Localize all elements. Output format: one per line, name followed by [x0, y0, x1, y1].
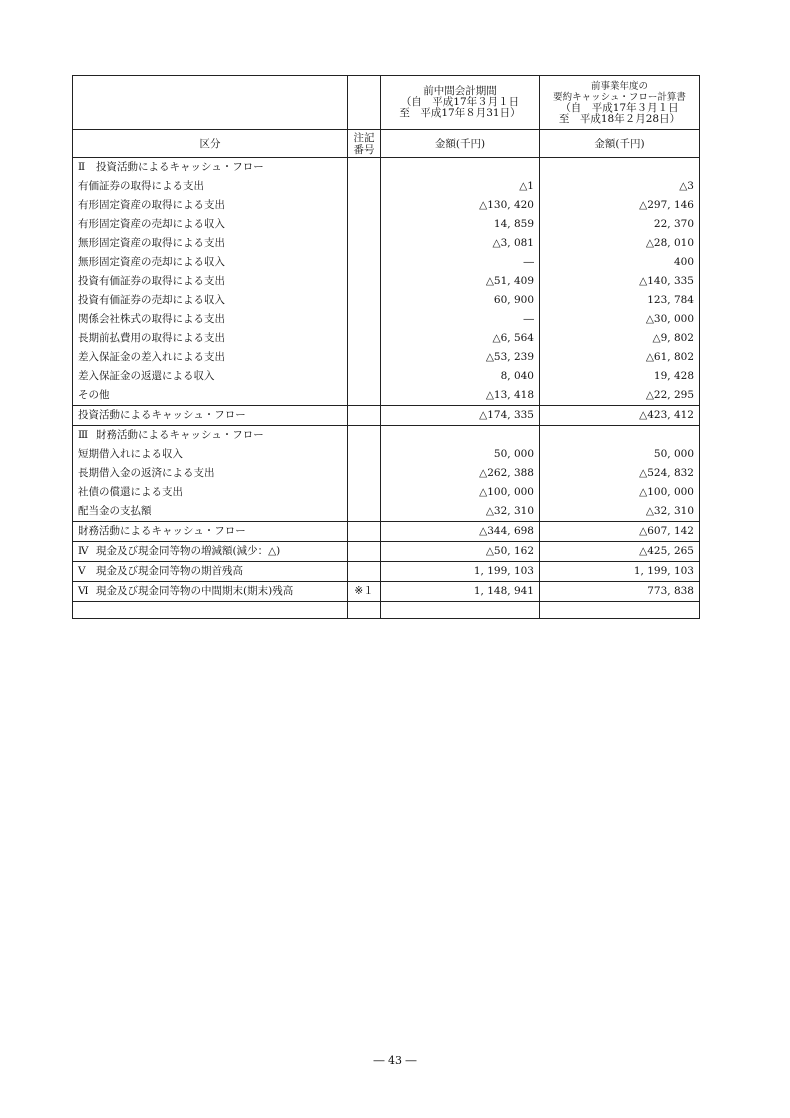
row-label-cell: [73, 196, 348, 215]
row-amount-prev-interim: [381, 426, 540, 446]
header-row-periods: [73, 76, 700, 130]
header-amount-1: 金額(千円): [381, 130, 540, 158]
row-amount-prev-year: △3: [540, 177, 700, 196]
blank-amount-cell-1: [381, 602, 540, 619]
row-amount-prev-interim: 14, 859: [381, 215, 540, 234]
row-label-cell: [73, 406, 348, 426]
row-amount-prev-interim: △32, 310: [381, 502, 540, 522]
row-label-cell: [73, 348, 348, 367]
row-label-cell: [73, 386, 348, 406]
row-amount-prev-interim: △344, 698: [381, 522, 540, 542]
row-label: 社債の償還による支出: [78, 486, 183, 498]
row-note-number: [348, 329, 381, 348]
blank-label-cell: [73, 602, 348, 619]
row-note-number: [348, 310, 381, 329]
row-amount-prev-year: △100, 000: [540, 483, 700, 502]
row-label-cell: [73, 329, 348, 348]
table-row-blank: [73, 602, 700, 619]
row-amount-prev-year: △423, 412: [540, 406, 700, 426]
row-amount-prev-interim: △13, 418: [381, 386, 540, 406]
row-label: 現金及び現金同等物の増減額(減少：△): [96, 545, 281, 557]
row-label-cell: [73, 158, 348, 178]
row-label-cell: [73, 367, 348, 386]
row-amount-prev-interim: 8, 040: [381, 367, 540, 386]
row-label: 現金及び現金同等物の中間期末(期末)残高: [96, 585, 294, 597]
row-label: 無形固定資産の取得による支出: [78, 237, 225, 249]
row-note-number: [348, 196, 381, 215]
table-row: [73, 196, 700, 215]
row-label: 配当金の支払額: [78, 505, 152, 517]
row-note-number: [348, 215, 381, 234]
row-amount-prev-interim: △130, 420: [381, 196, 540, 215]
header-row-columns: [73, 130, 700, 158]
header-prev-interim-period: [381, 76, 540, 130]
row-note-number: [348, 253, 381, 272]
table-row: [73, 562, 700, 582]
row-note-number: [348, 445, 381, 464]
row-amount-prev-interim: △51, 409: [381, 272, 540, 291]
row-label: 差入保証金の返還による収入: [78, 370, 215, 382]
row-label: 無形固定資産の売却による収入: [78, 256, 225, 268]
row-amount-prev-year: △32, 310: [540, 502, 700, 522]
row-amount-prev-year: △524, 832: [540, 464, 700, 483]
table-row: [73, 464, 700, 483]
row-label: 投資有価証券の売却による収入: [78, 294, 225, 306]
table-row: [73, 406, 700, 426]
row-label-cell: [73, 291, 348, 310]
row-label: 有形固定資産の売却による収入: [78, 218, 225, 230]
table-row: [73, 177, 700, 196]
section-roman-numeral: Ⅱ: [78, 161, 86, 173]
header-category: 区分: [73, 130, 348, 158]
row-label-cell: [73, 502, 348, 522]
row-amount-prev-interim: ―: [381, 253, 540, 272]
row-amount-prev-interim: △100, 000: [381, 483, 540, 502]
row-amount-prev-interim: △50, 162: [381, 542, 540, 562]
row-label-cell: [73, 542, 348, 562]
row-label-cell: [73, 426, 348, 446]
row-amount-prev-interim: △1: [381, 177, 540, 196]
row-amount-prev-year: 19, 428: [540, 367, 700, 386]
row-label: 長期借入金の返済による支出: [78, 467, 215, 479]
row-note-number: [348, 542, 381, 562]
table-row: [73, 158, 700, 178]
row-amount-prev-year: △140, 335: [540, 272, 700, 291]
row-amount-prev-interim: 60, 900: [381, 291, 540, 310]
table-row: [73, 329, 700, 348]
row-amount-prev-year: △9, 802: [540, 329, 700, 348]
row-label-cell: [73, 177, 348, 196]
row-note-number: [348, 291, 381, 310]
table-row: [73, 542, 700, 562]
row-amount-prev-year: 50, 000: [540, 445, 700, 464]
row-note-number: ※１: [348, 582, 381, 602]
row-label-cell: [73, 445, 348, 464]
row-label: 現金及び現金同等物の期首残高: [96, 565, 243, 577]
table-row: [73, 310, 700, 329]
row-note-number: [348, 386, 381, 406]
header-prev-year-from: （自 平成17年３月１日: [560, 101, 679, 114]
row-amount-prev-year: △61, 802: [540, 348, 700, 367]
row-note-number: [348, 272, 381, 291]
table-row: [73, 215, 700, 234]
row-note-number: [348, 406, 381, 426]
row-amount-prev-interim: △174, 335: [381, 406, 540, 426]
row-label: 有価証券の取得による支出: [78, 180, 204, 192]
row-amount-prev-year: △425, 265: [540, 542, 700, 562]
row-label-cell: [73, 310, 348, 329]
row-note-number: [348, 483, 381, 502]
table-row: [73, 253, 700, 272]
section-roman-numeral: Ⅳ: [78, 545, 89, 557]
row-note-number: [348, 464, 381, 483]
row-label-cell: [73, 582, 348, 602]
row-amount-prev-year: 1, 199, 103: [540, 562, 700, 582]
table-row: [73, 483, 700, 502]
header-blank-category: [73, 76, 348, 130]
header-blank-note: [348, 76, 381, 130]
row-amount-prev-interim: 1, 148, 941: [381, 582, 540, 602]
row-amount-prev-year: △30, 000: [540, 310, 700, 329]
header-prev-year-title: 前事業年度の: [590, 80, 648, 92]
header-prev-interim-to: 至 平成17年８月31日）: [399, 107, 521, 119]
table-row: [73, 272, 700, 291]
row-note-number: [348, 502, 381, 522]
row-amount-prev-interim: △6, 564: [381, 329, 540, 348]
row-label: 財務活動によるキャッシュ・フロー: [78, 525, 246, 537]
row-amount-prev-year: △28, 010: [540, 234, 700, 253]
row-amount-prev-year: △22, 295: [540, 386, 700, 406]
header-prev-year-to: 至 平成18年２月28日）: [558, 112, 681, 125]
header-amount-2: 金額(千円): [540, 130, 700, 158]
row-label: 長期前払費用の取得による支出: [78, 332, 225, 344]
blank-note-cell: [348, 602, 381, 619]
row-note-number: [348, 426, 381, 446]
row-amount-prev-year: 400: [540, 253, 700, 272]
section-roman-numeral: Ⅲ: [78, 429, 89, 441]
table-row: [73, 367, 700, 386]
row-label: 財務活動によるキャッシュ・フロー: [96, 429, 264, 441]
row-amount-prev-interim: [381, 158, 540, 178]
table-row: [73, 348, 700, 367]
row-amount-prev-interim: ―: [381, 310, 540, 329]
row-amount-prev-interim: 1, 199, 103: [381, 562, 540, 582]
section-roman-numeral: Ⅴ: [78, 565, 86, 577]
row-note-number: [348, 158, 381, 178]
row-note-number: [348, 234, 381, 253]
header-note-number: 注記番号: [348, 130, 381, 158]
row-label: 差入保証金の差入れによる支出: [78, 351, 225, 363]
section-roman-numeral: Ⅵ: [78, 585, 89, 597]
row-label-cell: [73, 522, 348, 542]
row-label-cell: [73, 562, 348, 582]
row-label-cell: [73, 483, 348, 502]
row-label: 関係会社株式の取得による支出: [78, 313, 225, 325]
row-note-number: [348, 367, 381, 386]
page-number: ― 43 ―: [373, 1054, 417, 1067]
header-prev-interim-from: （自 平成17年３月１日: [400, 96, 520, 108]
row-amount-prev-interim: △3, 081: [381, 234, 540, 253]
row-note-number: [348, 562, 381, 582]
row-amount-prev-interim: 50, 000: [381, 445, 540, 464]
row-label: 有形固定資産の取得による支出: [78, 199, 225, 211]
row-label-cell: [73, 234, 348, 253]
table-row: [73, 234, 700, 253]
row-label-cell: [73, 464, 348, 483]
row-amount-prev-year: [540, 158, 700, 178]
table-row: [73, 426, 700, 446]
table-row: [73, 522, 700, 542]
row-amount-prev-year: △607, 142: [540, 522, 700, 542]
row-note-number: [348, 177, 381, 196]
table-row: [73, 582, 700, 602]
header-prev-year-period: [540, 76, 700, 130]
row-label: 投資有価証券の取得による支出: [78, 275, 225, 287]
row-amount-prev-interim: △262, 388: [381, 464, 540, 483]
row-label: その他: [78, 389, 110, 401]
row-label: 投資活動によるキャッシュ・フロー: [78, 409, 246, 421]
row-label-cell: [73, 272, 348, 291]
row-label-cell: [73, 215, 348, 234]
row-label: 投資活動によるキャッシュ・フロー: [96, 161, 264, 173]
header-prev-interim-title: 前中間会計期間: [423, 85, 497, 97]
row-amount-prev-year: 123, 784: [540, 291, 700, 310]
table-row: [73, 291, 700, 310]
table-row: [73, 502, 700, 522]
table-row: [73, 386, 700, 406]
row-amount-prev-interim: △53, 239: [381, 348, 540, 367]
row-amount-prev-year: 773, 838: [540, 582, 700, 602]
row-amount-prev-year: [540, 426, 700, 446]
row-note-number: [348, 522, 381, 542]
blank-amount-cell-2: [540, 602, 700, 619]
row-amount-prev-year: 22, 370: [540, 215, 700, 234]
row-note-number: [348, 348, 381, 367]
header-prev-year-subtitle: 要約キャッシュ・フロー計算書: [553, 91, 686, 103]
row-label-cell: [73, 253, 348, 272]
row-label: 短期借入れによる収入: [78, 448, 183, 460]
table-row: [73, 445, 700, 464]
cash-flow-statement-table: [72, 75, 700, 619]
row-amount-prev-year: △297, 146: [540, 196, 700, 215]
